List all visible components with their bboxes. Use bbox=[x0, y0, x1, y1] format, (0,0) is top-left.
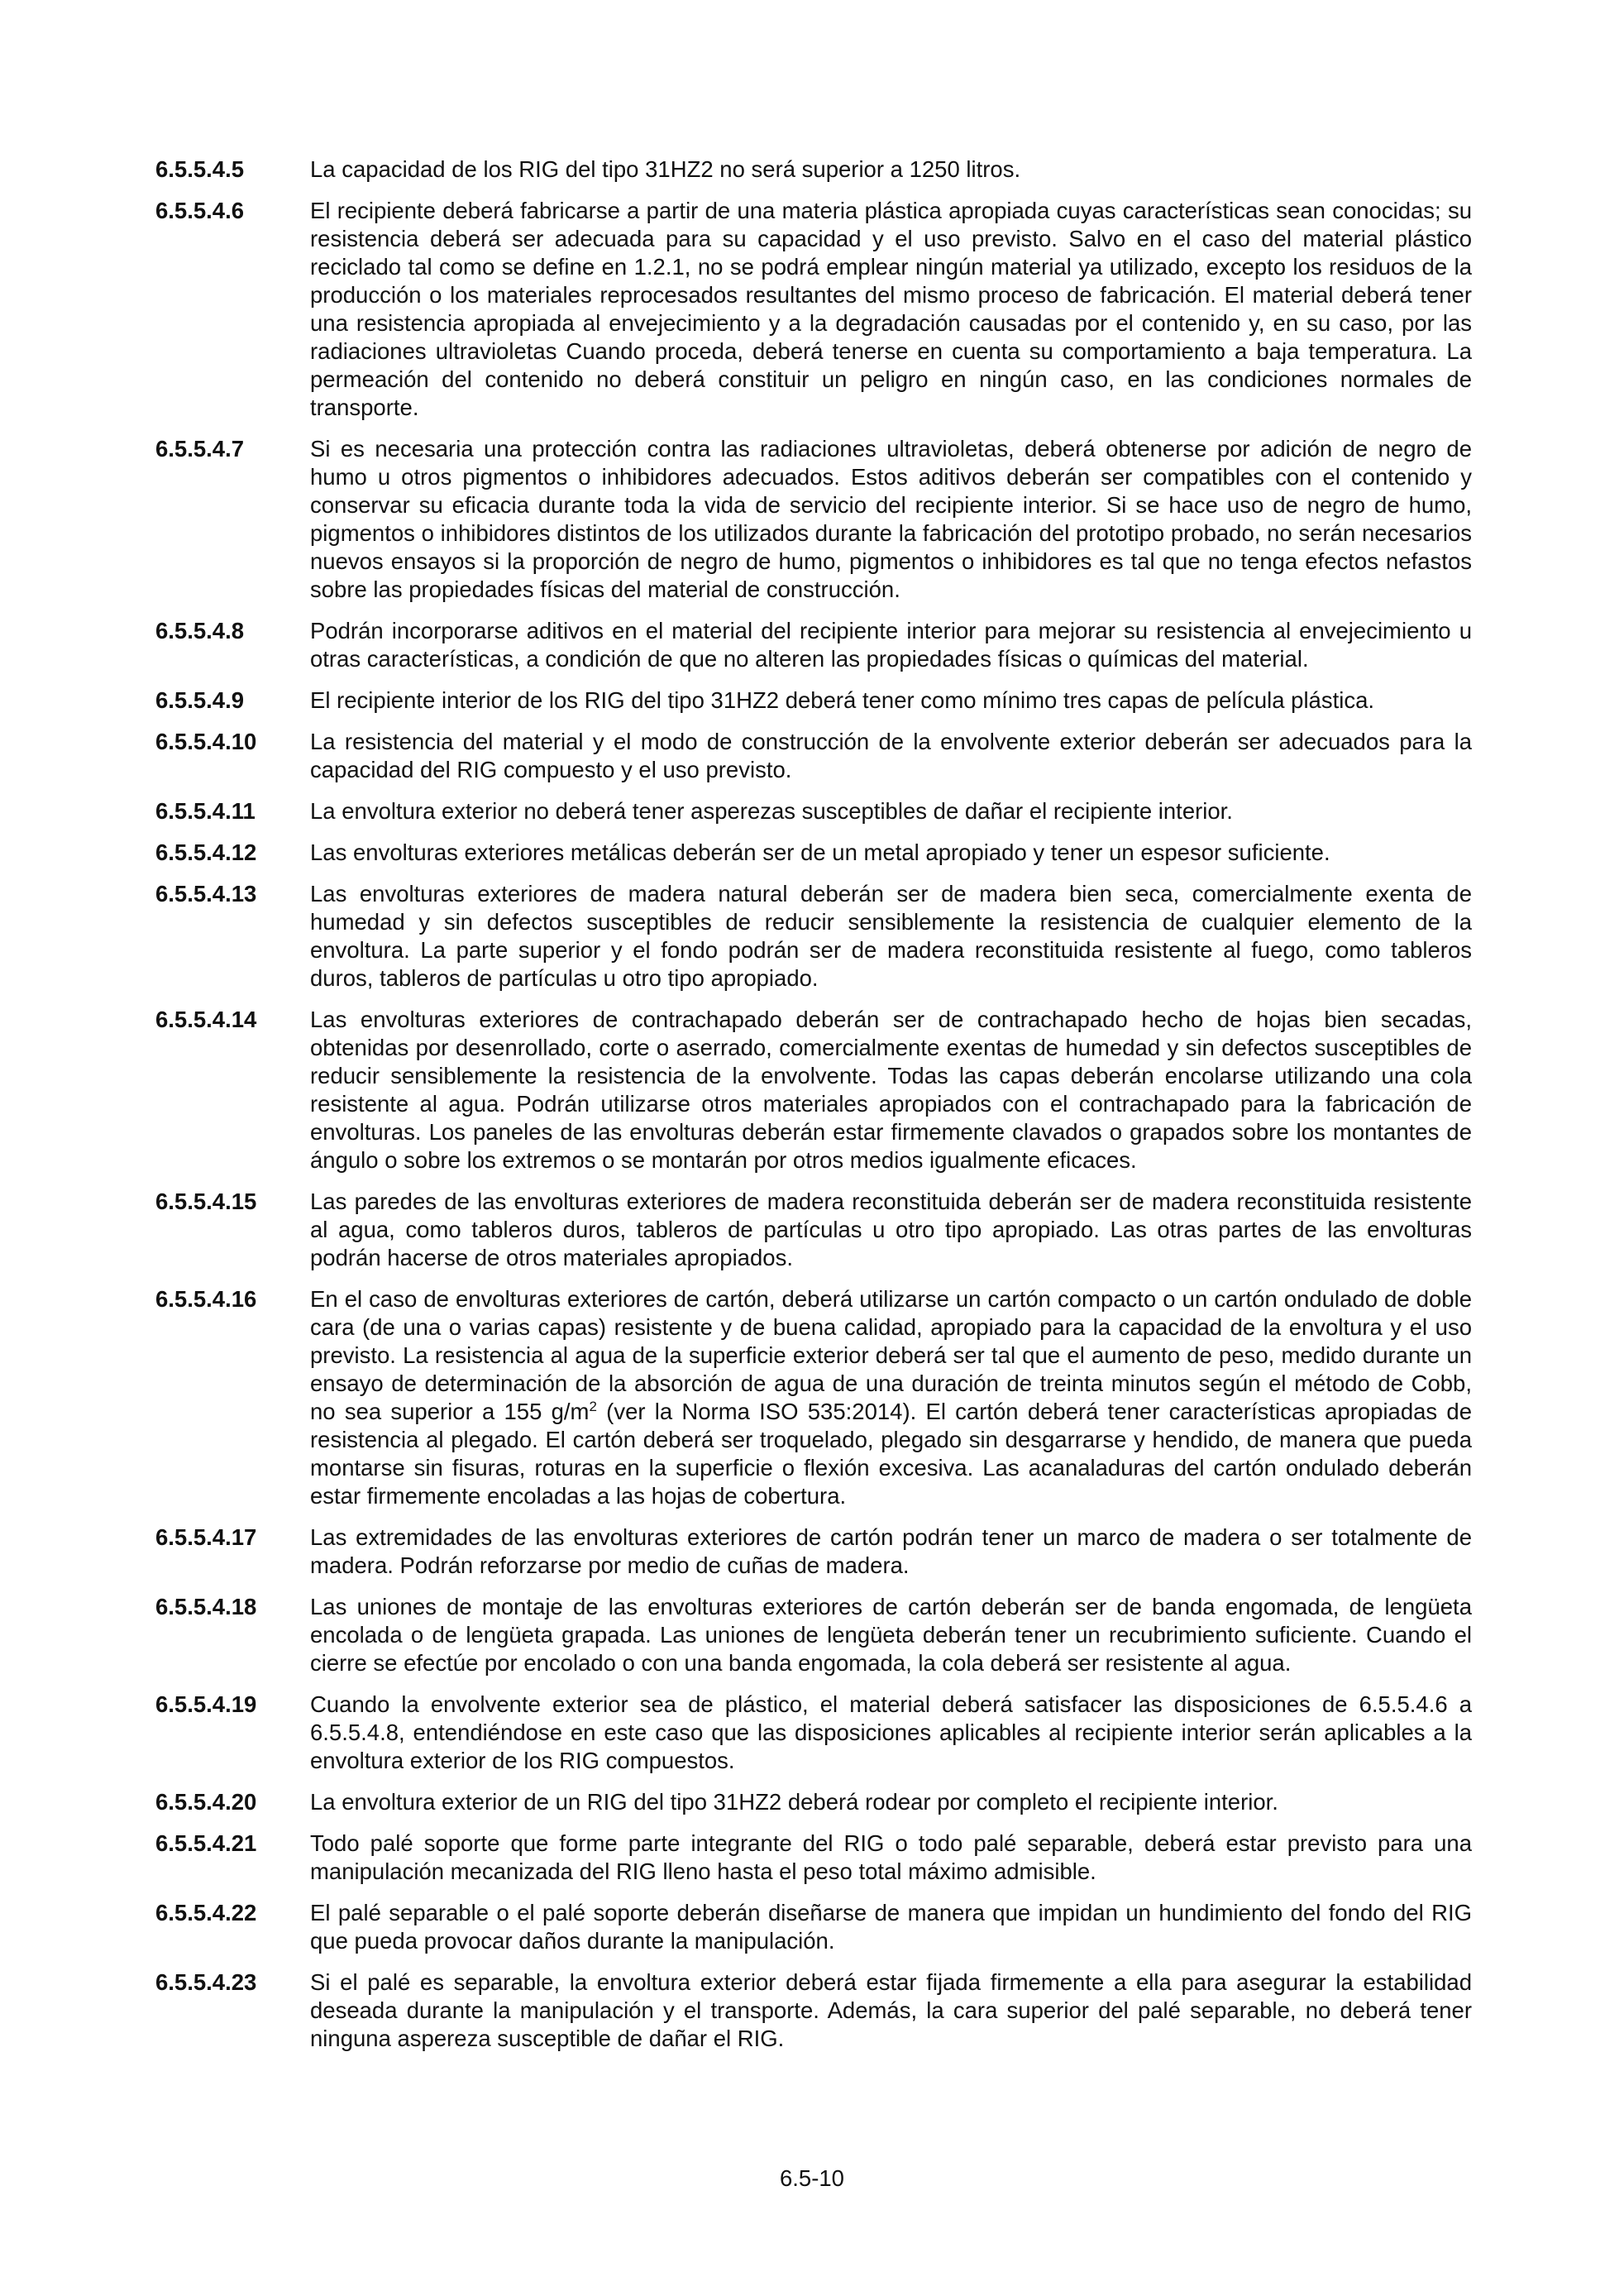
paragraph-6-5-5-4-10 bbox=[155, 728, 1472, 784]
paragraph-number: 6.5.5.4.12 bbox=[155, 839, 257, 865]
paragraph-text: Cuando la envolvente exterior sea de plástico, el material deberá satisfacer las disposiciones de 6.5.5.4.6 a 6.5.5.4.8, entendiéndose en este caso que las disposiciones aplicables al recipiente interior serán aplicables a la envoltura exterior de los RIG compuestos. bbox=[310, 1691, 1472, 1773]
paragraph-6-5-5-4-18 bbox=[155, 1593, 1472, 1677]
page-number: 6.5-10 bbox=[780, 2165, 844, 2191]
paragraph-number: 6.5.5.4.15 bbox=[155, 1189, 257, 1214]
paragraph-6-5-5-4-17 bbox=[155, 1523, 1472, 1580]
paragraph-number: 6.5.5.4.21 bbox=[155, 1830, 257, 1856]
paragraph-text bbox=[310, 1285, 1472, 1510]
paragraph-text-part: En el caso de envolturas exteriores de cartón, deberá utilizarse un cartón compacto o un cartón ondulado de doble cara (de una o varias capas) resistente y de buena calidad, apropiado para la capacidad de la envoltura y el uso previsto. La resistencia al agua de la superficie exterior deberá ser tal que el aumento de peso, medido durante un ensayo de determinación de la absorción de agua de una duración de treinta minutos según el método de Cobb, no sea superior a 155 g/m bbox=[310, 1286, 1472, 1424]
paragraph-text: Las envolturas exteriores de contrachapado deberán ser de contrachapado hecho de hojas bien secadas, obtenidas por desenrollado, corte o aserrado, comercialmente exentas de humedad y sin defectos susceptibles de reducir sensiblemente la resistencia de la envolvente. Todas las capas deberán encolarse utilizando una cola resistente al agua. Podrán utilizarse otros materiales apropiados con el contrachapado para la fabricación de envolturas. Los paneles de las envolturas deberán estar firmemente clavados o grapados sobre los montantes de ángulo o sobre los extremos o se montarán por otros medios igualmente eficaces. bbox=[310, 1007, 1472, 1173]
paragraph-text: Las extremidades de las envolturas exteriores de cartón podrán tener un marco de madera o ser totalmente de madera. Podrán reforzarse por medio de cuñas de madera. bbox=[310, 1524, 1472, 1578]
paragraph-6-5-5-4-21 bbox=[155, 1830, 1472, 1886]
paragraph-6-5-5-4-16 bbox=[155, 1285, 1472, 1510]
paragraph-6-5-5-4-15 bbox=[155, 1188, 1472, 1272]
paragraph-number: 6.5.5.4.17 bbox=[155, 1524, 257, 1550]
paragraph-6-5-5-4-11 bbox=[155, 797, 1472, 825]
superscript-exponent: 2 bbox=[589, 1398, 597, 1414]
paragraph-text: El recipiente interior de los RIG del tipo 31HZ2 deberá tener como mínimo tres capas de película plástica. bbox=[310, 687, 1375, 713]
paragraph-number: 6.5.5.4.23 bbox=[155, 1969, 257, 1995]
paragraph-6-5-5-4-20 bbox=[155, 1788, 1472, 1816]
paragraph-text: Todo palé soporte que forme parte integrante del RIG o todo palé separable, deberá estar previsto para una manipulación mecanizada del RIG lleno hasta el peso total máximo admisible. bbox=[310, 1830, 1472, 1884]
paragraph-6-5-5-4-12 bbox=[155, 839, 1472, 867]
paragraph-number: 6.5.5.4.20 bbox=[155, 1789, 257, 1815]
paragraph-number: 6.5.5.4.11 bbox=[155, 798, 256, 824]
paragraph-text-part: (ver la Norma ISO 535:2014). El cartón deberá tener características apropiadas de resistencia al plegado. El cartón deberá ser troquelado, plegado sin desgarrarse y hendido, de manera que pueda montarse sin fisuras, roturas en la superficie o flexión excesiva. Las acanaladuras del cartón ondulado deberán estar firmemente encoladas a las hojas de cobertura. bbox=[310, 1399, 1473, 1509]
paragraph-number: 6.5.5.4.8 bbox=[155, 618, 245, 643]
paragraph-number: 6.5.5.4.14 bbox=[155, 1007, 257, 1032]
paragraph-text: El recipiente deberá fabricarse a partir de una materia plástica apropiada cuyas características sean conocidas; su resistencia deberá ser adecuada para su capacidad y el uso previsto. Salvo en el caso del material plástico reciclado tal como se define en 1.2.1, no se podrá emplear ningún material ya utilizado, excepto los residuos de la producción o los materiales reprocesados resultantes del mismo proceso de fabricación. El material deberá tener una resistencia apropiada al envejecimiento y a la degradación causadas por el contenido y, en su caso, por las radiaciones ultravioletas Cuando proceda, deberá tenerse en cuenta su comportamiento a baja temperatura. La permeación del contenido no deberá constituir un peligro en ningún caso, en las condiciones normales de transporte. bbox=[310, 198, 1472, 420]
paragraph-text: Si es necesaria una protección contra las radiaciones ultravioletas, deberá obtenerse por adición de negro de humo u otros pigmentos o inhibidores adecuados. Estos aditivos deberán ser compatibles con el contenido y conservar su eficacia durante toda la vida de servicio del recipiente interior. Si se hace uso de negro de humo, pigmentos o inhibidores distintos de los utilizados durante la fabricación del prototipo probado, no serán necesarios nuevos ensayos si la proporción de negro de humo, pigmentos o inhibidores es tal que no tenga efectos nefastos sobre las propiedades físicas del material de construcción. bbox=[310, 436, 1472, 602]
paragraph-6-5-5-4-5 bbox=[155, 155, 1472, 184]
paragraph-6-5-5-4-8 bbox=[155, 617, 1472, 673]
paragraph-6-5-5-4-19 bbox=[155, 1691, 1472, 1775]
paragraph-number: 6.5.5.4.16 bbox=[155, 1286, 257, 1312]
paragraph-text: La envoltura exterior no deberá tener asperezas susceptibles de dañar el recipiente interior. bbox=[310, 798, 1233, 824]
paragraph-6-5-5-4-9 bbox=[155, 686, 1472, 715]
paragraph-text: Las paredes de las envolturas exteriores de madera reconstituida deberán ser de madera reconstituida resistente al agua, como tableros duros, tableros de partículas u otro tipo apropiado. Las otras partes de las envolturas podrán hacerse de otros materiales apropiados. bbox=[310, 1189, 1472, 1270]
section-list bbox=[155, 155, 1472, 2066]
paragraph-text: La envoltura exterior de un RIG del tipo 31HZ2 deberá rodear por completo el recipiente interior. bbox=[310, 1789, 1278, 1815]
paragraph-text: El palé separable o el palé soporte deberán diseñarse de manera que impidan un hundimiento del fondo del RIG que pueda provocar daños durante la manipulación. bbox=[310, 1900, 1472, 1954]
paragraph-text: Las envolturas exteriores metálicas deberán ser de un metal apropiado y tener un espesor suficiente. bbox=[310, 839, 1330, 865]
paragraph-number: 6.5.5.4.7 bbox=[155, 436, 245, 462]
paragraph-number: 6.5.5.4.18 bbox=[155, 1594, 257, 1619]
paragraph-6-5-5-4-23 bbox=[155, 1968, 1472, 2053]
paragraph-number: 6.5.5.4.22 bbox=[155, 1900, 257, 1925]
paragraph-text: Podrán incorporarse aditivos en el material del recipiente interior para mejorar su resistencia al envejecimiento u otras características, a condición de que no alteren las propiedades físicas o químicas del material. bbox=[310, 618, 1472, 672]
paragraph-text: La resistencia del material y el modo de construcción de la envolvente exterior deberán ser adecuados para la capacidad del RIG compuesto y el uso previsto. bbox=[310, 729, 1472, 782]
paragraph-text: La capacidad de los RIG del tipo 31HZ2 no será superior a 1250 litros. bbox=[310, 156, 1021, 182]
paragraph-6-5-5-4-14 bbox=[155, 1006, 1472, 1174]
paragraph-6-5-5-4-6 bbox=[155, 197, 1472, 422]
paragraph-text: Las uniones de montaje de las envolturas exteriores de cartón deberán ser de banda engomada, de lengüeta encolada o de lengüeta grapada. Las uniones de lengüeta deberán tener un recubrimiento suficiente. Cuando el cierre se efectúe por encolado o con una banda engomada, la cola deberá ser resistente al agua. bbox=[310, 1594, 1472, 1676]
paragraph-number: 6.5.5.4.10 bbox=[155, 729, 257, 754]
paragraph-6-5-5-4-7 bbox=[155, 435, 1472, 604]
paragraph-text: Las envolturas exteriores de madera natural deberán ser de madera bien seca, comercialmente exenta de humedad y sin defectos susceptibles de reducir sensiblemente la resistencia de cualquier elemento de la envoltura. La parte superior y el fondo podrán ser de madera reconstituida resistente al fuego, como tableros duros, tableros de partículas u otro tipo apropiado. bbox=[310, 881, 1472, 991]
paragraph-number: 6.5.5.4.13 bbox=[155, 881, 257, 906]
paragraph-number: 6.5.5.4.5 bbox=[155, 156, 245, 182]
paragraph-text: Si el palé es separable, la envoltura exterior deberá estar fijada firmemente a ella para asegurar la estabilidad deseada durante la manipulación y el transporte. Además, la cara superior del palé separable, no deberá tener ninguna aspereza susceptible de dañar el RIG. bbox=[310, 1969, 1472, 2051]
paragraph-6-5-5-4-13 bbox=[155, 880, 1472, 993]
paragraph-number: 6.5.5.4.9 bbox=[155, 687, 245, 713]
paragraph-6-5-5-4-22 bbox=[155, 1899, 1472, 1955]
paragraph-number: 6.5.5.4.6 bbox=[155, 198, 245, 223]
paragraph-number: 6.5.5.4.19 bbox=[155, 1691, 257, 1717]
